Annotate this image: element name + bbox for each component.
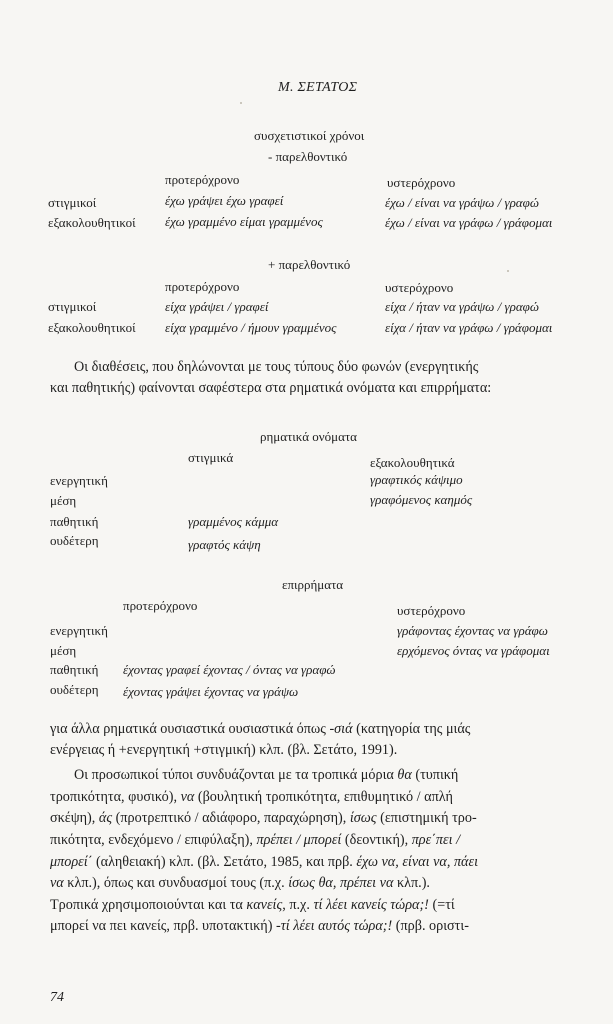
cell-posterior: έχω / είναι να γράφω / γράφομαι	[385, 215, 553, 230]
section-label-minus-past: - παρελθοντικό	[268, 149, 348, 164]
paragraph-line: μπορεί΄ (αληθειακή) κλπ. (βλ. Σετάτο, 1985, και πρβ. έχω να, είναι να, πάει	[50, 854, 479, 870]
section-label-plus-past: + παρελθοντικό	[268, 257, 351, 272]
row-label: εξακολουθητικοί	[48, 320, 136, 335]
cell-posterior: είχα / ήταν να γράψω / γραφώ	[385, 299, 539, 314]
table-title: ρηματικά ονόματα	[260, 429, 357, 444]
cell-anterior: έχω γράψει έχω γραφεί	[165, 193, 284, 208]
row-label: στιγμικοί	[48, 299, 97, 314]
running-head: Μ. ΣΕΤΑΤΟΣ	[278, 80, 358, 95]
scan-speck	[240, 102, 242, 104]
paragraph-line: Οι προσωπικοί τύποι συνδυάζονται με τα τροπικά μόρια θα (τυπική	[74, 767, 459, 783]
scan-speck	[507, 270, 509, 272]
row-label: μέση	[50, 643, 77, 658]
row-label: ενεργητική	[50, 623, 108, 638]
row-label: μέση	[50, 493, 77, 508]
cell-continuous: γραφόμενος καημός	[370, 492, 473, 507]
row-label: παθητική	[50, 514, 99, 529]
row-label: ουδέτερη	[50, 533, 99, 548]
cell-anterior: έχω γραμμένο είμαι γραμμένος	[165, 214, 323, 229]
paragraph-line: πικότητα, ενδεχόμενο / επιφύλαξη), πρέπει / μπορεί (δεοντική), πρε΄πει /	[50, 832, 461, 848]
row-label: στιγμικοί	[48, 195, 97, 210]
column-header-continuous: εξακολουθητικά	[370, 455, 455, 470]
paragraph-line: Οι διαθέσεις, που δηλώνονται με τους τύπους δύο φωνών (ενεργητικής	[74, 359, 479, 375]
cell-anterior: έχοντας γράψει έχοντας να γράψω	[123, 684, 299, 699]
paragraph-line: για άλλα ρηματικά ουσιαστικά ουσιαστικά όπως -σιά (κατηγορία της μιάς	[50, 721, 471, 737]
paragraph-line: να κλπ.), όπως και συνδυασμοί τους (π.χ. ίσως θα, πρέπει να κλπ.).	[50, 875, 430, 891]
paragraph-line: σκέψη), άς (προτρεπτικό / αδιάφορο, παραχώρηση), ίσως (επιστημική τρο-	[50, 810, 477, 826]
cell-momentary: γραμμένος κάμμα	[188, 514, 279, 529]
paragraph-line: ενέργειας ή +ενεργητική +στιγμική) κλπ. (βλ. Σετάτο, 1991).	[50, 742, 398, 758]
cell-momentary: γραφτός κάψη	[188, 537, 261, 552]
paragraph-line: τροπικότητα, φυσικό), να (βουλητική τροπικότητα, επιθυμητικό / απλή	[50, 789, 453, 805]
table-title: συσχετιστικοί χρόνοι	[254, 128, 365, 143]
paragraph-line: μπορεί να πει κανείς, πρβ. υποτακτική) -τί λέει αυτός τώρα;! (πρβ. οριστι-	[50, 918, 469, 934]
table-title: επιρρήματα	[282, 577, 344, 592]
row-label: εξακολουθητικοί	[48, 215, 136, 230]
cell-posterior: είχα / ήταν να γράφω / γράφομαι	[385, 320, 553, 335]
column-header-anterior: προτερόχρονο	[165, 279, 240, 294]
page-number: 74	[50, 990, 64, 1005]
column-header-posterior: υστερόχρονο	[385, 280, 454, 295]
row-label: παθητική	[50, 662, 99, 677]
paragraph-line: και παθητικής) φαίνονται σαφέστερα στα ρηματικά ονόματα και επιρρήματα:	[50, 380, 492, 396]
cell-anterior: είχα γραμμένο / ήμουν γραμμένος	[165, 320, 337, 335]
column-header-posterior: υστερόχρονο	[387, 175, 456, 190]
row-label: ουδέτερη	[50, 682, 99, 697]
column-header-posterior: υστερόχρονο	[397, 603, 466, 618]
column-header-momentary: στιγμικά	[188, 450, 234, 465]
cell-anterior: είχα γράψει / γραφεί	[165, 299, 269, 314]
cell-posterior: ερχόμενος όντας να γράφομαι	[397, 643, 550, 658]
column-header-anterior: προτερόχρονο	[123, 598, 198, 613]
column-header-anterior: προτερόχρονο	[165, 172, 240, 187]
cell-anterior: έχοντας γραφεί έχοντας / όντας να γραφώ	[123, 662, 336, 677]
row-label: ενεργητική	[50, 473, 108, 488]
cell-posterior: γράφοντας έχοντας να γράφω	[397, 623, 548, 638]
cell-continuous: γραφτικός κάψιμο	[370, 472, 463, 487]
cell-posterior: έχω / είναι να γράψω / γραφώ	[385, 195, 539, 210]
paragraph-line: Τροπικά χρησιμοποιούνται και τα κανείς, π.χ. τί λέει κανείς τώρα;! (=τί	[50, 897, 455, 913]
